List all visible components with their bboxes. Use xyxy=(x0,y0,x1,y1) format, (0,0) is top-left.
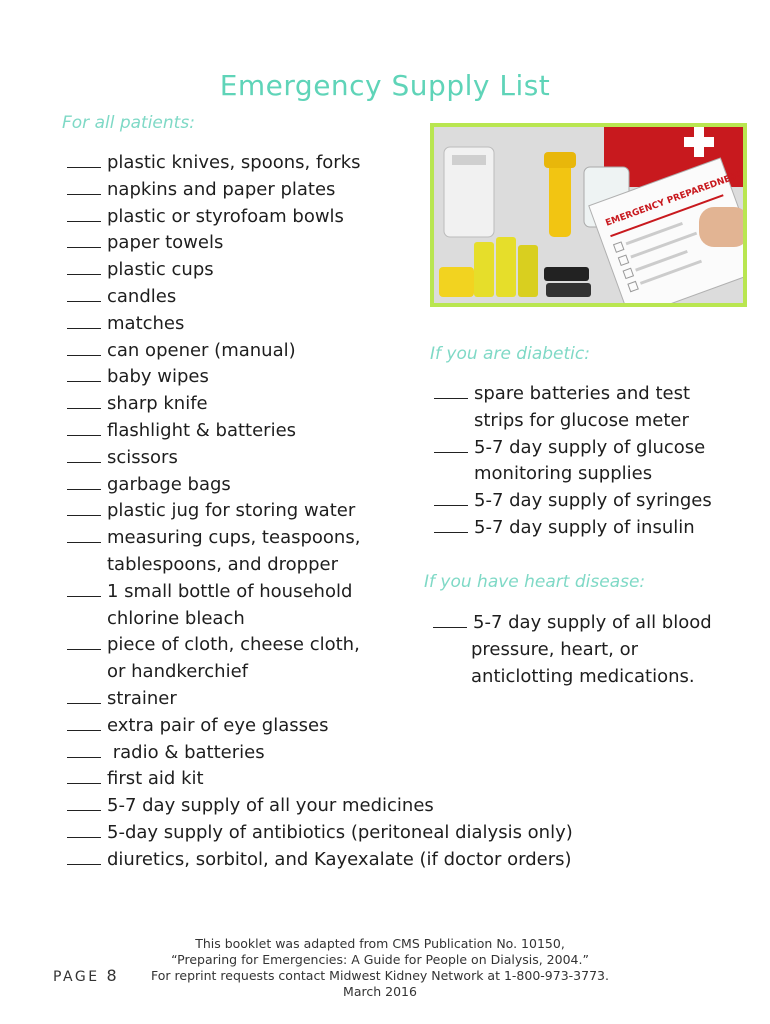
checklist-item-text: 1 small bottle of household xyxy=(107,580,353,602)
checkbox-blank-line[interactable] xyxy=(67,354,101,356)
checkbox-blank-line[interactable] xyxy=(67,514,101,516)
footer-line-1: This booklet was adapted from CMS Publication No. 10150, xyxy=(195,936,565,951)
checkbox-blank-line[interactable] xyxy=(67,327,101,329)
checkbox-blank-line[interactable] xyxy=(434,397,468,399)
checklist-item-text: matches xyxy=(107,312,185,334)
checklist-item-text: plastic or styrofoam bowls xyxy=(107,205,344,227)
checklist-item-text: garbage bags xyxy=(107,473,231,495)
checklist-item-continuation: strips for glucose meter xyxy=(474,409,689,431)
checklist-item xyxy=(67,311,573,338)
checkbox-blank-line[interactable] xyxy=(67,380,101,382)
checklist-item-continuation: anticlotting medications. xyxy=(471,665,695,687)
checklist-item-text: 5-day supply of antibiotics (peritoneal dialysis only) xyxy=(107,821,573,843)
checklist-item-text: first aid kit xyxy=(107,768,204,790)
flashlight-shape xyxy=(549,162,571,237)
checklist-item-text: diuretics, sorbitol, and Kayexalate (if doctor orders) xyxy=(107,848,572,870)
supplies-illustration xyxy=(434,127,743,303)
checkbox-blank-line[interactable] xyxy=(67,836,101,838)
checklist-item xyxy=(434,488,712,515)
page-title: Emergency Supply List xyxy=(219,68,551,102)
section-heading-all-patients: For all patients: xyxy=(62,113,195,133)
page-number-value: 8 xyxy=(106,966,120,985)
checklist-item-text: plastic knives, spoons, forks xyxy=(107,152,361,173)
checkbox-blank-line[interactable] xyxy=(67,166,101,168)
checklist-item-text: measuring cups, teaspoons, xyxy=(107,527,361,549)
checklist-item xyxy=(67,847,573,874)
checkbox-blank-line[interactable] xyxy=(67,300,101,302)
checkbox-blank-line[interactable] xyxy=(67,488,101,490)
checklist-item-text: baby wipes xyxy=(107,366,209,388)
checkbox-blank-line[interactable] xyxy=(67,541,101,543)
checklist-item-text: piece of cloth, cheese cloth, xyxy=(107,634,360,656)
checkbox-blank-line[interactable] xyxy=(67,863,101,865)
checklist-item-text: extra pair of eye glasses xyxy=(107,714,329,736)
checkbox-blank-line[interactable] xyxy=(67,809,101,811)
checklist-item-text: scissors xyxy=(107,446,178,468)
footer-line-3: For reprint requests contact Midwest Kidney Network at 1-800-973-3773. xyxy=(151,968,609,983)
section-heading-diabetic: If you are diabetic: xyxy=(430,344,590,364)
checkbox-blank-line[interactable] xyxy=(67,756,101,758)
checkbox-blank-line[interactable] xyxy=(67,220,101,222)
checklist-item-text: plastic jug for storing water xyxy=(107,500,356,522)
checkbox-blank-line[interactable] xyxy=(67,407,101,409)
checkbox-blank-line[interactable] xyxy=(67,246,101,248)
section-heading-heart-disease: If you have heart disease: xyxy=(424,572,646,592)
checklist-item xyxy=(67,740,573,767)
checkbox-blank-line[interactable] xyxy=(434,451,468,453)
checklist-item xyxy=(433,610,712,690)
checklist-item-text: 5-7 day supply of glucose xyxy=(474,436,706,458)
checkbox-blank-line[interactable] xyxy=(67,729,101,731)
checkbox-blank-line[interactable] xyxy=(67,461,101,463)
checkbox-blank-line[interactable] xyxy=(434,531,468,533)
checklist-item-text: flashlight & batteries xyxy=(107,419,297,441)
checkbox-blank-line[interactable] xyxy=(67,702,101,704)
checklist-item xyxy=(67,713,573,740)
checklist-item xyxy=(434,515,712,542)
checklist-item xyxy=(67,820,573,847)
checklist-item-text: 5-7 day supply of all blood xyxy=(473,612,712,633)
checklist-item-text: napkins and paper plates xyxy=(107,178,336,200)
emergency-supplies-photo xyxy=(430,123,747,307)
checklist-item-text: candles xyxy=(107,285,177,307)
checklist-item-continuation: chlorine bleach xyxy=(107,607,245,629)
checklist-item-text: 5-7 day supply of insulin xyxy=(474,516,695,538)
checklist-item-text: plastic cups xyxy=(107,259,214,281)
checklist-item-text: can opener (manual) xyxy=(107,339,296,361)
checkbox-blank-line[interactable] xyxy=(67,273,101,275)
checkbox-blank-line[interactable] xyxy=(434,504,468,506)
checkbox-blank-line[interactable] xyxy=(67,648,101,650)
checklist-item-text: paper towels xyxy=(107,232,224,254)
page-label: PAGE xyxy=(53,969,100,985)
checklist-item-text: 5-7 day supply of syringes xyxy=(474,490,712,512)
checklist-item xyxy=(67,766,573,793)
checklist-item xyxy=(434,381,712,435)
footer-line-2: “Preparing for Emergencies: A Guide for People on Dialysis, 2004.” xyxy=(171,952,589,967)
footer-line-4: March 2016 xyxy=(343,984,417,999)
checklist-item-text: radio & batteries xyxy=(107,741,265,763)
checklist-diabetic xyxy=(434,381,712,542)
checkbox-blank-line[interactable] xyxy=(67,595,101,597)
checklist-item xyxy=(67,793,573,820)
checkbox-blank-line[interactable] xyxy=(433,626,467,628)
checklist-item-text: 5-7 day supply of all your medicines xyxy=(107,795,434,817)
checkbox-blank-line[interactable] xyxy=(67,434,101,436)
checklist-item-continuation: tablespoons, and dropper xyxy=(107,553,339,575)
checklist-item xyxy=(434,435,712,489)
checkbox-blank-line[interactable] xyxy=(67,782,101,784)
checklist-item-continuation: or handkerchief xyxy=(107,661,248,683)
footer-credit xyxy=(150,936,610,1000)
page-number xyxy=(53,966,119,985)
checklist-heart-disease xyxy=(433,610,712,690)
checklist-item-text: sharp knife xyxy=(107,393,208,415)
checklist-item-continuation: monitoring supplies xyxy=(474,463,653,485)
checklist-item-text: strainer xyxy=(107,687,177,709)
checkbox-blank-line[interactable] xyxy=(67,193,101,195)
checklist-item-continuation: pressure, heart, or xyxy=(471,638,639,660)
checklist-item-text: spare batteries and test xyxy=(474,383,691,404)
